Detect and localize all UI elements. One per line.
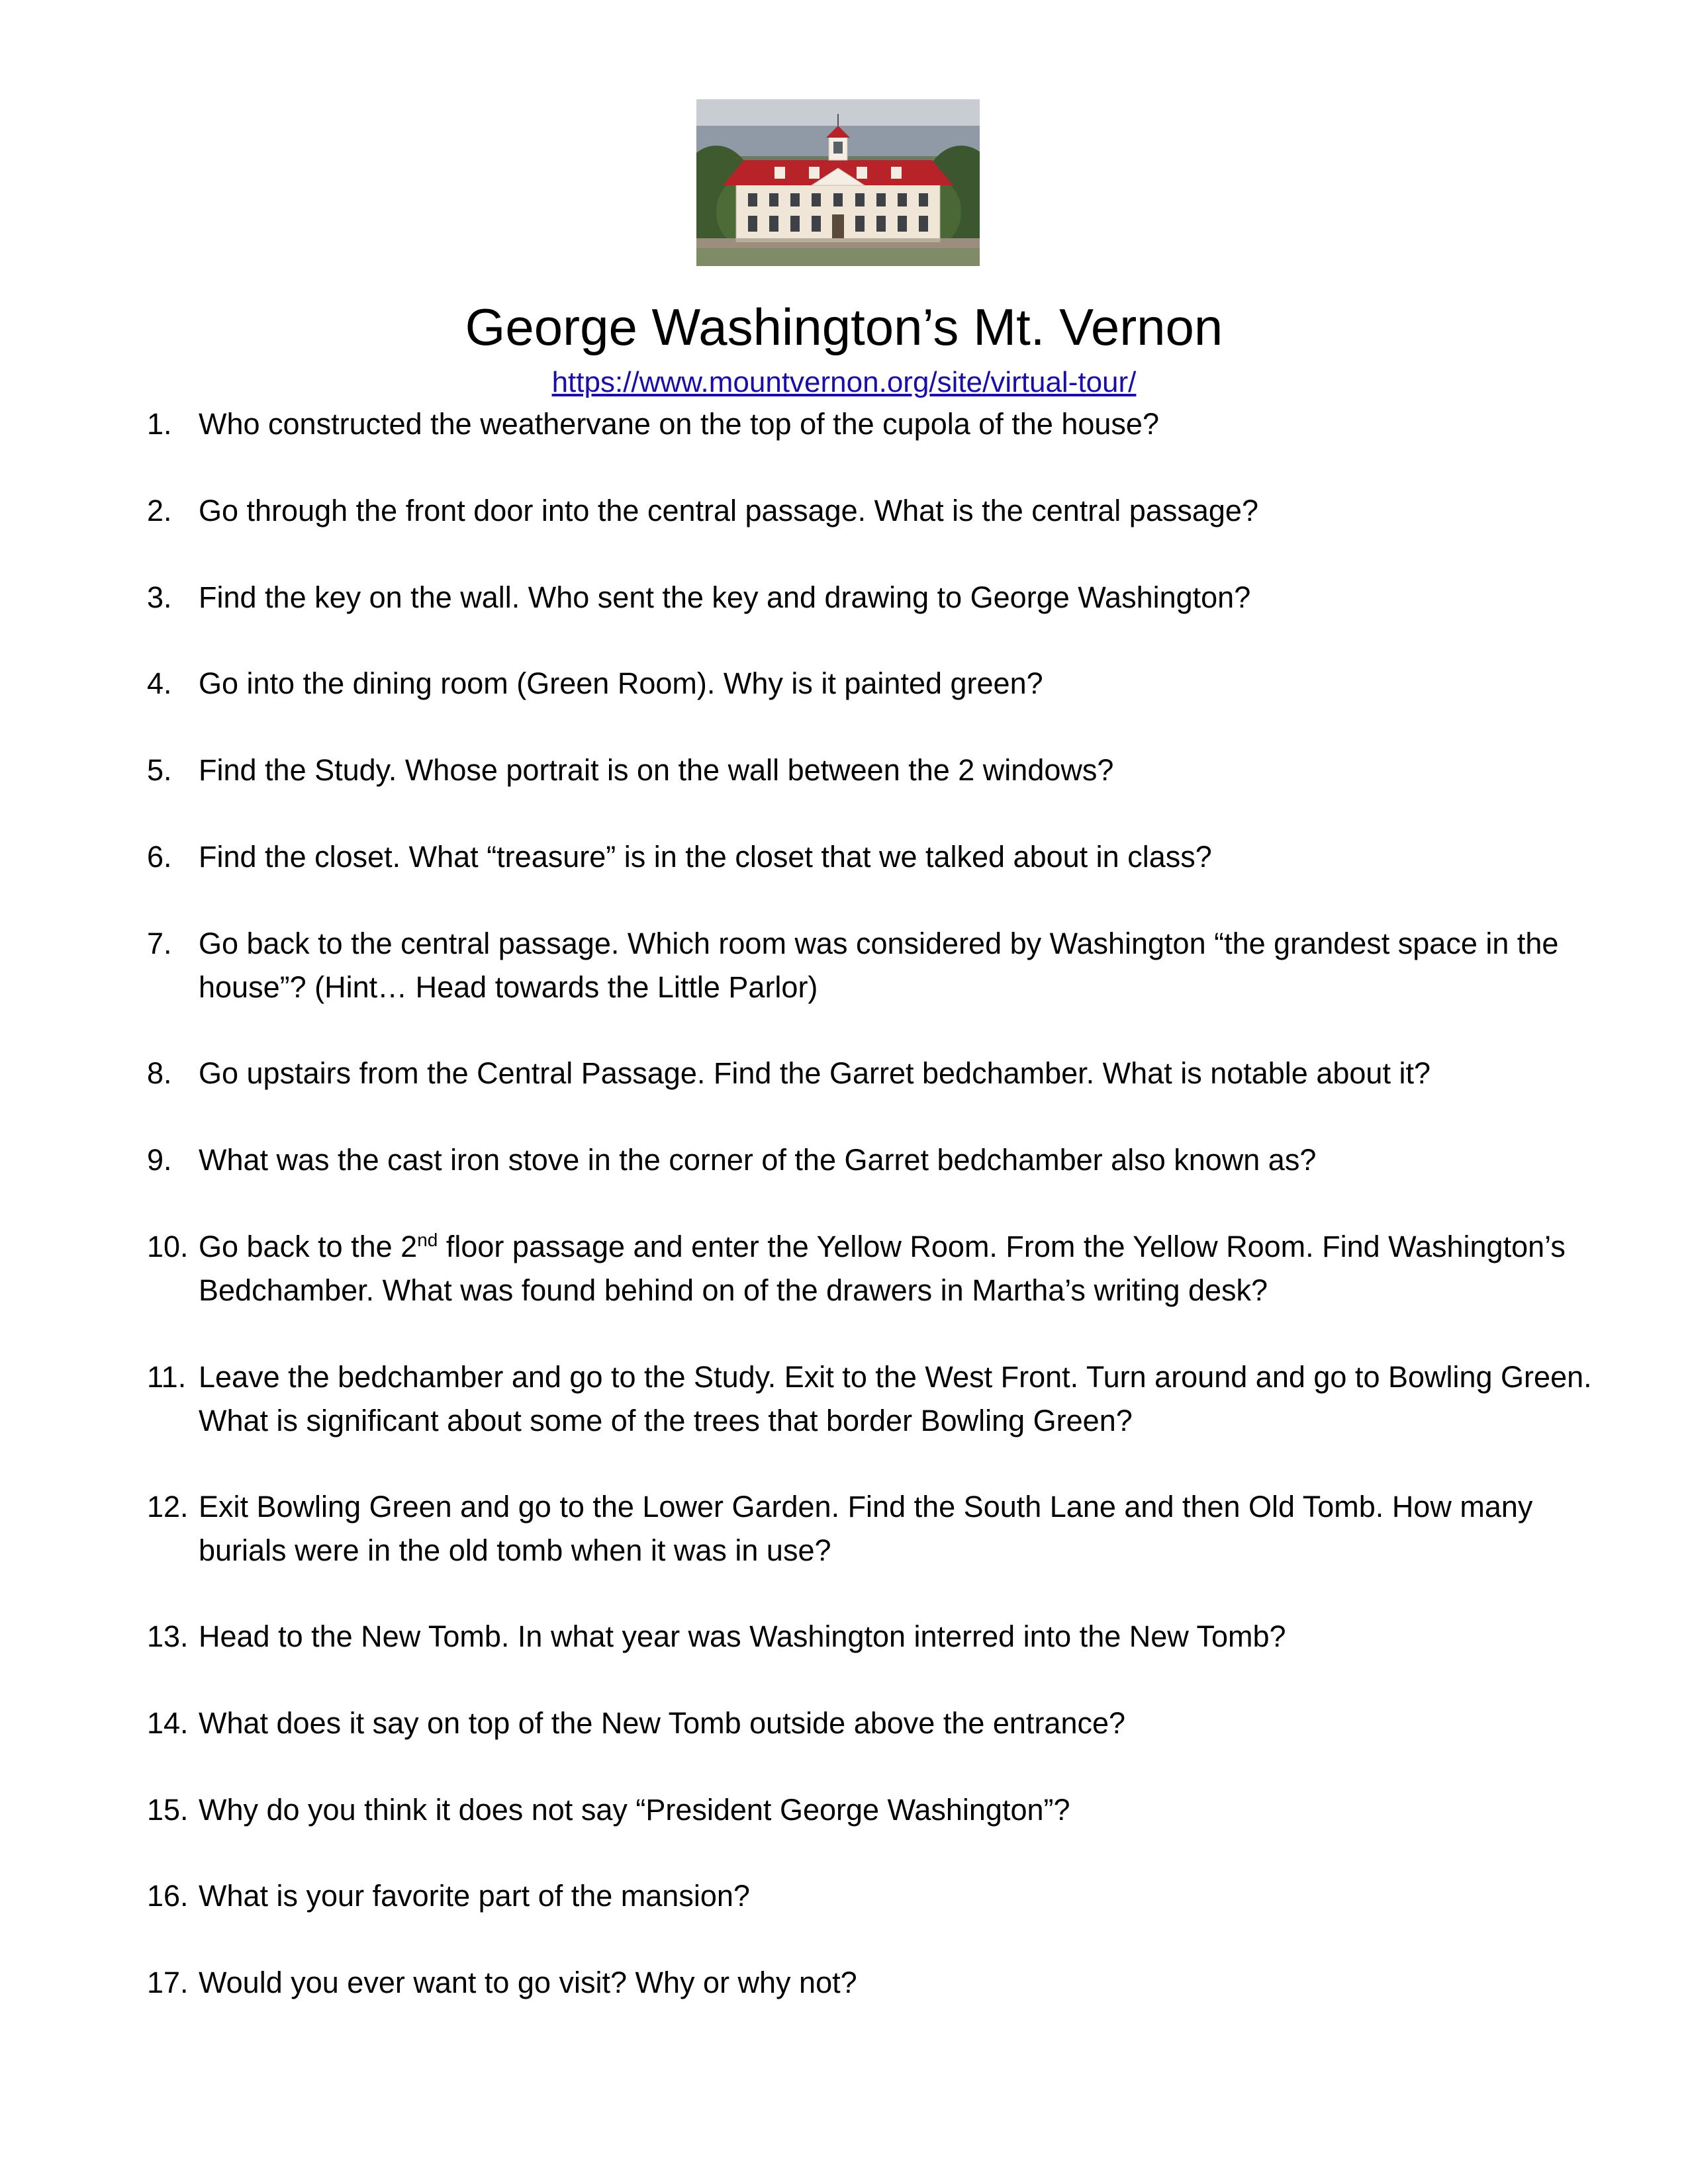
question-text: Go upstairs from the Central Passage. Find the Garret bedchamber. What is notable about it? [199,1056,1430,1090]
question-number: 6. [147,840,172,874]
question-number: 13. [147,1619,189,1653]
question-text: Find the Study. Whose portrait is on the wall between the 2 windows? [199,753,1114,787]
question-text [199,1225,1602,1312]
question-item [147,662,1603,705]
page-title: George Washington’s Mt. Vernon [465,298,1223,356]
question-text: Go back to the central passage. Which room was considered by Washington “the grandest space in the house”? (Hint… Head towards the Little Parlor) [199,927,1559,1004]
question-item [147,489,1603,533]
question-number: 1. [147,407,172,441]
question-number: 10. [147,1230,189,1263]
question-text: What was the cast iron stove in the corner of the Garret bedchamber also known as? [199,1143,1317,1177]
question-item [147,576,1603,619]
question-item [147,1961,1603,2005]
question-text: Find the closet. What “treasure” is in the closet that we talked about in class? [199,840,1212,874]
question-text-start: Go back to the 2 [199,1230,418,1263]
question-item [147,835,1603,879]
question-number: 12. [147,1490,189,1524]
question-item [147,1052,1603,1095]
question-number: 3. [147,580,172,614]
question-text: Leave the bedchamber and go to the Study. Exit to the West Front. Turn around and go to Bowling Green. What is significant about some of the trees that border Bowling Green? [199,1360,1592,1437]
question-item [147,1788,1603,1832]
question-number: 11. [147,1360,187,1394]
ordinal-suffix: nd [417,1230,438,1250]
question-text: Why do you think it does not say “President George Washington”? [199,1793,1070,1827]
question-number: 5. [147,753,172,787]
question-text: Go into the dining room (Green Room). Why is it painted green? [199,666,1043,700]
question-item [147,1702,1603,1745]
question-item [147,922,1603,1009]
question-number: 15. [147,1793,189,1827]
question-item [147,402,1603,446]
question-number: 16. [147,1879,189,1913]
question-item [147,1485,1603,1572]
question-item [147,1355,1603,1443]
question-item [147,1874,1603,1918]
question-item [147,1225,1603,1312]
question-item [147,749,1603,792]
virtual-tour-link[interactable]: https://www.mountvernon.org/site/virtual-tour/ [551,366,1137,398]
question-text: Who constructed the weathervane on the top of the cupola of the house? [199,407,1159,441]
question-text: Would you ever want to go visit? Why or why not? [199,1966,857,1999]
question-number: 4. [147,666,172,700]
question-number: 2. [147,494,172,527]
question-text: What is your favorite part of the mansion? [199,1879,750,1913]
question-text-end: floor passage and enter the Yellow Room. From the Yellow Room. Find Washington’s Bedchamber. What was found behind on of the drawers in Martha’s writing desk? [199,1230,1566,1307]
question-number: 14. [147,1706,189,1740]
mount-vernon-photo [696,99,980,266]
question-item [147,1615,1603,1659]
question-text: Go through the front door into the central passage. What is the central passage? [199,494,1258,527]
question-item [147,1138,1603,1182]
question-number: 8. [147,1056,172,1090]
question-number: 9. [147,1143,172,1177]
question-number: 17. [147,1966,189,1999]
question-text: What does it say on top of the New Tomb outside above the entrance? [199,1706,1126,1740]
question-text: Head to the New Tomb. In what year was Washington interred into the New Tomb? [199,1619,1286,1653]
question-number: 7. [147,927,172,960]
question-text: Find the key on the wall. Who sent the key and drawing to George Washington? [199,580,1251,614]
question-text: Exit Bowling Green and go to the Lower Garden. Find the South Lane and then Old Tomb. How many burials were in the old tomb when it was in use? [199,1490,1533,1567]
